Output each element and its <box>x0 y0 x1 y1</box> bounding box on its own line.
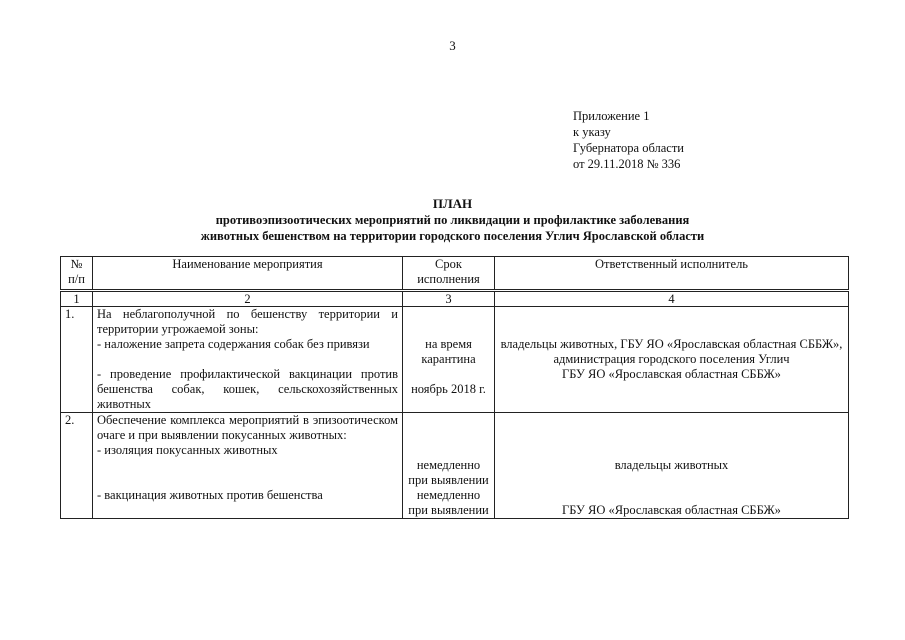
deadline-value: немедленно при выявлении <box>408 488 489 517</box>
responsible-cell <box>495 307 849 413</box>
activity-cell <box>93 307 403 413</box>
row-number: 1. <box>61 307 93 413</box>
title-line: животных бешенством на территории городского поселения Углич Ярославской области <box>200 229 705 243</box>
responsible-value: ГБУ ЯО «Ярославская областная СББЖ» <box>562 503 781 517</box>
column-number: 4 <box>495 291 849 307</box>
header-num: № п/п <box>61 257 93 291</box>
deadline-cell <box>403 413 495 519</box>
column-number: 2 <box>93 291 403 307</box>
plan-table <box>60 256 849 519</box>
activity-item: - проведение профилактической вакцинации против бешенства собак, кошек, сельскохозяйственных животных <box>97 367 398 411</box>
responsible-value: ГБУ ЯО «Ярославская областная СББЖ» <box>562 367 781 381</box>
document-title <box>0 196 905 244</box>
deadline-value: немедленно при выявлении <box>408 458 489 487</box>
column-number: 1 <box>61 291 93 307</box>
responsible-cell <box>495 413 849 519</box>
row-number: 2. <box>61 413 93 519</box>
page-number: 3 <box>449 38 456 53</box>
appendix-line: от 29.11.2018 № 336 <box>573 157 681 171</box>
deadline-value: на время карантина <box>421 337 476 366</box>
title-heading: ПЛАН <box>432 196 473 211</box>
activity-item: - вакцинация животных против бешенства <box>97 488 323 502</box>
header-responsible: Ответственный исполнитель <box>495 257 849 291</box>
activity-intro: Обеспечение комплекса мероприятий в эпизоотическом очаге и при выявлении покусанных животных: <box>97 413 398 442</box>
header-name: Наименование мероприятия <box>93 257 403 291</box>
deadline-value: ноябрь 2018 г. <box>411 382 486 396</box>
title-line: противоэпизоотических мероприятий по ликвидации и профилактике заболевания <box>215 213 690 227</box>
table-row <box>61 307 849 413</box>
appendix-line: Приложение 1 <box>573 109 650 123</box>
table-row <box>61 413 849 519</box>
deadline-cell <box>403 307 495 413</box>
activity-item: - изоляция покусанных животных <box>97 443 278 457</box>
appendix-line: Губернатора области <box>573 141 684 155</box>
column-number: 3 <box>403 291 495 307</box>
header-deadline: Срок исполнения <box>403 257 495 291</box>
appendix-line: к указу <box>573 125 611 139</box>
responsible-value: владельцы животных <box>614 458 729 472</box>
activity-cell <box>93 413 403 519</box>
responsible-value: владельцы животных, ГБУ ЯО «Ярославская областная СББЖ», администрация городского поселения Углич <box>500 337 843 366</box>
table-header-row <box>61 257 849 291</box>
activity-intro: На неблагополучной по бешенству территории и территории угрожаемой зоны: <box>97 307 398 336</box>
activity-item: - наложение запрета содержания собак без привязи <box>97 337 370 351</box>
appendix-reference <box>573 108 684 172</box>
column-number-row <box>61 291 849 307</box>
